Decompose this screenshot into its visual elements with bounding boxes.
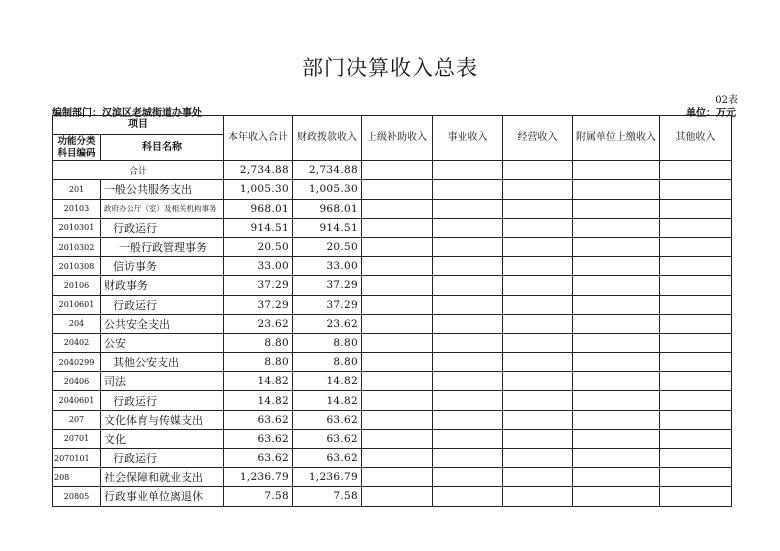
subject-name: 一般行政管理事务: [101, 237, 224, 256]
empty-cell: [503, 199, 573, 218]
empty-cell: [362, 237, 433, 256]
empty-cell: [660, 180, 732, 199]
header-func-code: 功能分类科目编码: [53, 135, 101, 161]
table-row: [53, 487, 732, 506]
table-row: [53, 410, 732, 429]
empty-cell: [573, 237, 660, 256]
subject-code: 2070101: [53, 449, 101, 468]
empty-cell: [362, 218, 433, 237]
document-title: 部门决算收入总表: [302, 56, 478, 80]
subject-code: 20805: [53, 487, 101, 506]
subject-code: 20406: [53, 372, 101, 391]
header-col-fiscal: 财政拨款收入: [293, 116, 362, 161]
amount-fiscal: 23.62: [293, 314, 362, 333]
subject-name: 行政运行: [101, 295, 224, 314]
empty-cell: [573, 218, 660, 237]
empty-cell: [660, 372, 732, 391]
empty-cell: [362, 295, 433, 314]
amount-fiscal: 968.01: [293, 199, 362, 218]
amount-total: 20.50: [224, 237, 293, 256]
empty-cell: [660, 391, 732, 410]
amount-total: 7.58: [224, 487, 293, 506]
empty-cell: [573, 295, 660, 314]
amount-fiscal: 1,236.79: [293, 468, 362, 487]
subject-code: 2040601: [53, 391, 101, 410]
subject-name: 司法: [101, 372, 224, 391]
table-row: [53, 276, 732, 295]
empty-cell: [433, 449, 503, 468]
empty-cell: [433, 353, 503, 372]
empty-cell: [503, 218, 573, 237]
table-row: [53, 333, 732, 352]
empty-cell: [660, 449, 732, 468]
amount-fiscal: 14.82: [293, 372, 362, 391]
empty-cell: [503, 410, 573, 429]
amount-total: 1,005.30: [224, 180, 293, 199]
empty-cell: [433, 295, 503, 314]
empty-cell: [660, 468, 732, 487]
table-row: [53, 314, 732, 333]
amount-fiscal: 1,005.30: [293, 180, 362, 199]
amount-fiscal: 8.80: [293, 353, 362, 372]
empty-cell: [503, 257, 573, 276]
amount-total: 968.01: [224, 199, 293, 218]
amount-total: 37.29: [224, 295, 293, 314]
empty-cell: [573, 468, 660, 487]
empty-cell: [503, 180, 573, 199]
empty-cell: [503, 295, 573, 314]
empty-cell: [362, 180, 433, 199]
empty-cell: [433, 161, 503, 180]
empty-cell: [503, 391, 573, 410]
empty-cell: [660, 353, 732, 372]
empty-cell: [573, 180, 660, 199]
empty-cell: [503, 429, 573, 448]
empty-cell: [660, 237, 732, 256]
empty-cell: [433, 372, 503, 391]
empty-cell: [660, 333, 732, 352]
table-row: [53, 372, 732, 391]
subject-code: 20402: [53, 333, 101, 352]
subject-name: 财政事务: [101, 276, 224, 295]
empty-cell: [362, 161, 433, 180]
table-row: [53, 295, 732, 314]
empty-cell: [660, 276, 732, 295]
table-row: [53, 257, 732, 276]
subject-code: 204: [53, 314, 101, 333]
empty-cell: [433, 429, 503, 448]
header-item: 项目: [53, 116, 224, 135]
empty-cell: [433, 218, 503, 237]
empty-cell: [660, 161, 732, 180]
empty-cell: [660, 218, 732, 237]
empty-cell: [660, 487, 732, 506]
empty-cell: [362, 257, 433, 276]
empty-cell: [433, 276, 503, 295]
table-row: [53, 199, 732, 218]
table-row: [53, 237, 732, 256]
amount-total: 8.80: [224, 333, 293, 352]
empty-cell: [573, 391, 660, 410]
table-row: [53, 391, 732, 410]
amount-total: 37.29: [224, 276, 293, 295]
unit-label: 单位：万元: [686, 108, 736, 119]
subject-name: 社会保障和就业支出: [101, 468, 224, 487]
empty-cell: [362, 199, 433, 218]
table-row: [53, 468, 732, 487]
subject-code: 2010601: [53, 295, 101, 314]
empty-cell: [503, 333, 573, 352]
total-amount: 2,734.88: [224, 161, 293, 180]
empty-cell: [362, 314, 433, 333]
table-row: [53, 180, 732, 199]
table-row: [53, 353, 732, 372]
amount-total: 8.80: [224, 353, 293, 372]
empty-cell: [362, 410, 433, 429]
amount-total: 23.62: [224, 314, 293, 333]
empty-cell: [362, 353, 433, 372]
header-col-operating: 经营收入: [503, 116, 573, 161]
subject-name: 其他公安支出: [101, 353, 224, 372]
header-col-total: 本年收入合计: [224, 116, 293, 161]
empty-cell: [573, 372, 660, 391]
amount-fiscal: 20.50: [293, 237, 362, 256]
empty-cell: [573, 410, 660, 429]
subject-name: 行政事业单位离退休: [101, 487, 224, 506]
empty-cell: [503, 487, 573, 506]
empty-cell: [660, 429, 732, 448]
empty-cell: [573, 429, 660, 448]
header-col-affiliated: 附属单位上缴收入: [573, 116, 660, 161]
total-row: [53, 161, 732, 180]
empty-cell: [573, 276, 660, 295]
header-col-superior-subsidy: 上级补助收入: [362, 116, 433, 161]
empty-cell: [573, 353, 660, 372]
table-row: [53, 218, 732, 237]
empty-cell: [503, 314, 573, 333]
subject-name: 文化: [101, 429, 224, 448]
empty-cell: [433, 180, 503, 199]
empty-cell: [433, 257, 503, 276]
empty-cell: [573, 333, 660, 352]
income-summary-table: [52, 115, 732, 507]
amount-fiscal: 914.51: [293, 218, 362, 237]
amount-total: 63.62: [224, 410, 293, 429]
subject-code: 201: [53, 180, 101, 199]
subject-code: 20103: [53, 199, 101, 218]
empty-cell: [433, 333, 503, 352]
empty-cell: [433, 199, 503, 218]
empty-cell: [660, 199, 732, 218]
subject-code: 207: [53, 410, 101, 429]
empty-cell: [362, 276, 433, 295]
empty-cell: [362, 333, 433, 352]
subject-code: 2010301: [53, 218, 101, 237]
empty-cell: [362, 372, 433, 391]
form-number: 02表: [715, 95, 738, 106]
total-label: 合计: [53, 161, 224, 180]
empty-cell: [660, 257, 732, 276]
empty-cell: [660, 314, 732, 333]
subject-code: 20106: [53, 276, 101, 295]
empty-cell: [660, 295, 732, 314]
amount-fiscal: 37.29: [293, 295, 362, 314]
amount-fiscal: 37.29: [293, 276, 362, 295]
empty-cell: [573, 257, 660, 276]
empty-cell: [433, 410, 503, 429]
amount-fiscal: 14.82: [293, 391, 362, 410]
subject-name: 文化体育与传媒支出: [101, 410, 224, 429]
table-row: [53, 449, 732, 468]
empty-cell: [573, 161, 660, 180]
amount-total: 914.51: [224, 218, 293, 237]
amount-fiscal: 63.62: [293, 429, 362, 448]
empty-cell: [503, 161, 573, 180]
subject-code: 2010302: [53, 237, 101, 256]
amount-fiscal: 7.58: [293, 487, 362, 506]
subject-name: 一般公共服务支出: [101, 180, 224, 199]
header-col-business: 事业收入: [433, 116, 503, 161]
empty-cell: [433, 314, 503, 333]
subject-code: 20701: [53, 429, 101, 448]
empty-cell: [573, 314, 660, 333]
empty-cell: [433, 237, 503, 256]
empty-cell: [573, 487, 660, 506]
empty-cell: [362, 449, 433, 468]
empty-cell: [503, 468, 573, 487]
empty-cell: [362, 468, 433, 487]
empty-cell: [503, 449, 573, 468]
empty-cell: [503, 372, 573, 391]
empty-cell: [573, 199, 660, 218]
subject-name: 政府办公厅（室）及相关机构事务: [101, 199, 224, 218]
amount-total: 1,236.79: [224, 468, 293, 487]
empty-cell: [362, 391, 433, 410]
amount-total: 63.62: [224, 449, 293, 468]
subject-name: 公共安全支出: [101, 314, 224, 333]
subject-name: 行政运行: [101, 218, 224, 237]
amount-fiscal: 33.00: [293, 257, 362, 276]
header-col-other: 其他收入: [660, 116, 732, 161]
subject-code: 2040299: [53, 353, 101, 372]
empty-cell: [503, 353, 573, 372]
amount-fiscal: 8.80: [293, 333, 362, 352]
empty-cell: [503, 276, 573, 295]
subject-name: 行政运行: [101, 391, 224, 410]
amount-fiscal: 63.62: [293, 449, 362, 468]
table-row: [53, 429, 732, 448]
department-label: 编制部门：汉滨区老城街道办事处: [52, 108, 202, 119]
subject-name: 行政运行: [101, 449, 224, 468]
empty-cell: [433, 468, 503, 487]
amount-fiscal: 63.62: [293, 410, 362, 429]
empty-cell: [573, 449, 660, 468]
amount-total: 63.62: [224, 429, 293, 448]
empty-cell: [660, 410, 732, 429]
amount-total: 14.82: [224, 391, 293, 410]
subject-code: 2010308: [53, 257, 101, 276]
empty-cell: [503, 237, 573, 256]
empty-cell: [433, 487, 503, 506]
amount-total: 33.00: [224, 257, 293, 276]
subject-name: 信访事务: [101, 257, 224, 276]
empty-cell: [362, 487, 433, 506]
subject-code: 208: [53, 468, 101, 487]
header-subject-name: 科目名称: [101, 135, 224, 161]
empty-cell: [433, 391, 503, 410]
amount-total: 14.82: [224, 372, 293, 391]
subject-name: 公安: [101, 333, 224, 352]
empty-cell: [362, 429, 433, 448]
total-fiscal: 2,734.88: [293, 161, 362, 180]
